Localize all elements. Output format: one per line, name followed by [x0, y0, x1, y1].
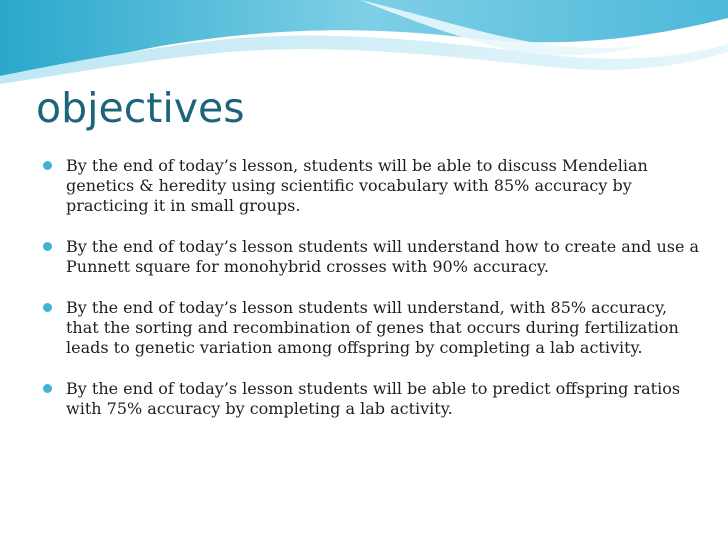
list-item: [40, 298, 700, 358]
list-item: [40, 156, 700, 216]
objective-text: By the end of today’s lesson students will be able to predict offspring ratios with 75% accuracy by completing a lab activity.: [66, 379, 681, 418]
bullet-dot-icon: [43, 384, 52, 393]
bullet-dot-icon: [43, 161, 52, 170]
slide-title: objectives: [36, 84, 245, 132]
objective-text: By the end of today’s lesson, students will be able to discuss Mendelian genetics & heredity using scientific vocabulary with 85% accuracy by practicing it in small groups.: [66, 156, 648, 215]
list-item: [40, 237, 700, 277]
objectives-list: [40, 156, 700, 440]
list-item: [40, 379, 700, 419]
objective-text: By the end of today’s lesson students will understand how to create and use a Punnett square for monohybrid crosses with 90% accuracy.: [66, 237, 700, 276]
objective-text: By the end of today’s lesson students will understand, with 85% accuracy, that the sorting and recombination of genes that occurs during fertilization leads to genetic variation among offspring by completing a lab activity.: [66, 298, 679, 357]
bullet-dot-icon: [43, 303, 52, 312]
bullet-dot-icon: [43, 242, 52, 251]
